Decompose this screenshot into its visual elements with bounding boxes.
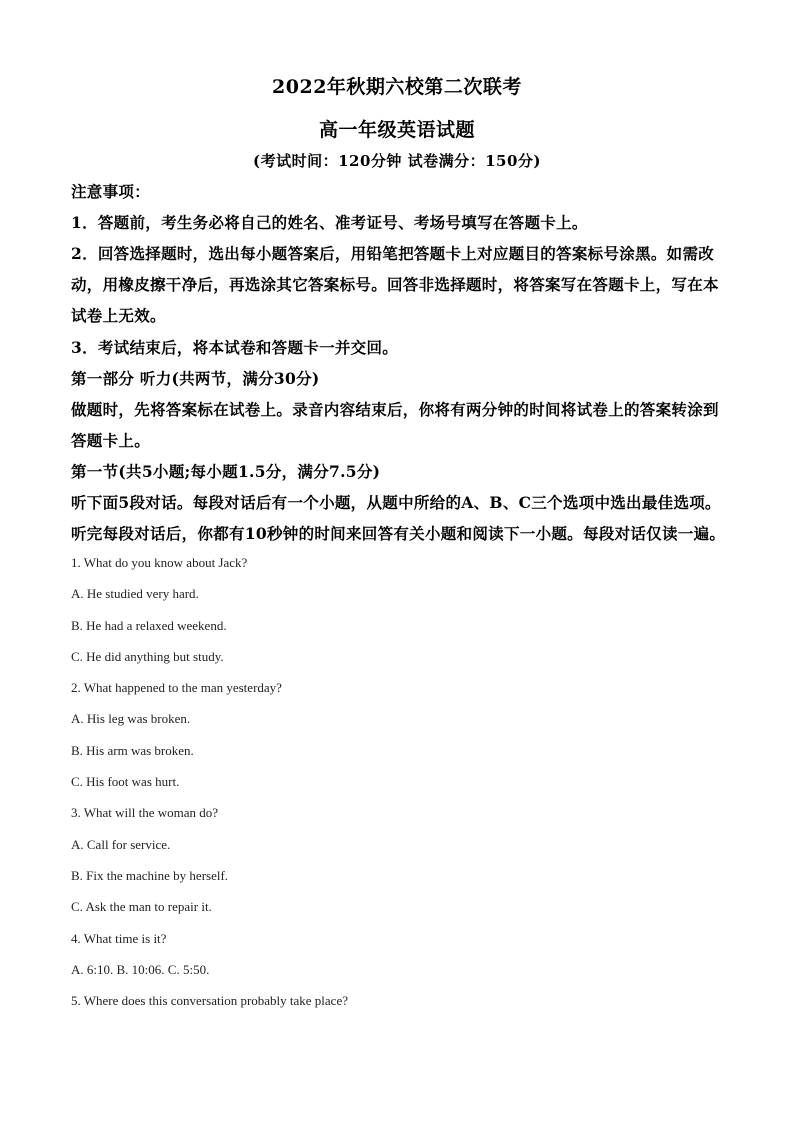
note-item-2: 2．回答选择题时，选出每小题答案后，用铅笔把答题卡上对应题目的答案标号涂黑。如需改动，用橡皮擦干净后，再选涂其它答案标号。回答非选择题时，将答案写在答题卡上，写在本试卷上无效。: [71, 244, 719, 325]
question-4-stem: 4. What time is it?: [71, 930, 167, 946]
exam-subtitle: 高一年级英语试题: [318, 119, 475, 141]
note-item-3: 3．考试结束后，将本试卷和答题卡一并交回。: [71, 338, 399, 357]
question-1-option-b: B. He had a relaxed weekend.: [71, 617, 227, 633]
question-2-option-a: A. His leg was broken.: [71, 711, 191, 727]
question-4-options: A. 6:10. B. 10:06. C. 5:50.: [71, 961, 210, 977]
question-1-option-c: C. He did anything but study.: [71, 648, 224, 664]
section1-heading: 第一节(共5小题;每小题1.5分，满分7.5分): [71, 462, 381, 481]
note-item-1: 1．答题前，考生务必将自己的姓名、准考证号、考场号填写在答题卡上。: [71, 213, 588, 232]
question-2-option-c: C. His foot was hurt.: [71, 774, 180, 790]
question-2-stem: 2. What happened to the man yesterday?: [71, 680, 282, 696]
question-1-stem: 1. What do you know about Jack?: [71, 555, 248, 570]
exam-info: (考试时间：120分钟 试卷满分：150分): [252, 152, 542, 170]
question-3-stem: 3. What will the woman do?: [71, 805, 219, 821]
question-3-option-b: B. Fix the machine by herself.: [71, 867, 229, 883]
notes-heading: 注意事项：: [71, 182, 151, 201]
exam-title: 2022年秋期六校第二次联考: [272, 76, 522, 98]
question-3-option-a: A. Call for service.: [71, 836, 171, 852]
section1-description: 听下面5段对话。每段对话后有一个小题，从题中所给的A、B、C三个选项中选出最佳选项。听完每段对话后，你都有10秒钟的时间来回答有关小题和阅读下一小题。每段对话仅读一遍。: [71, 493, 726, 543]
question-5-stem: 5. Where does this conversation probably take place?: [71, 993, 348, 1009]
part1-heading: 第一部分 听力(共两节，满分30分): [71, 369, 320, 388]
question-1-option-a: A. He studied very hard.: [71, 586, 199, 602]
question-3-option-c: C. Ask the man to repair it.: [71, 899, 212, 915]
question-list: [71, 553, 726, 1022]
question-2-option-b: B. His arm was broken.: [71, 742, 194, 758]
part1-description: 做题时，先将答案标在试卷上。录音内容结束后，你将有两分钟的时间将试卷上的答案转涂到答题卡上。: [71, 400, 719, 450]
